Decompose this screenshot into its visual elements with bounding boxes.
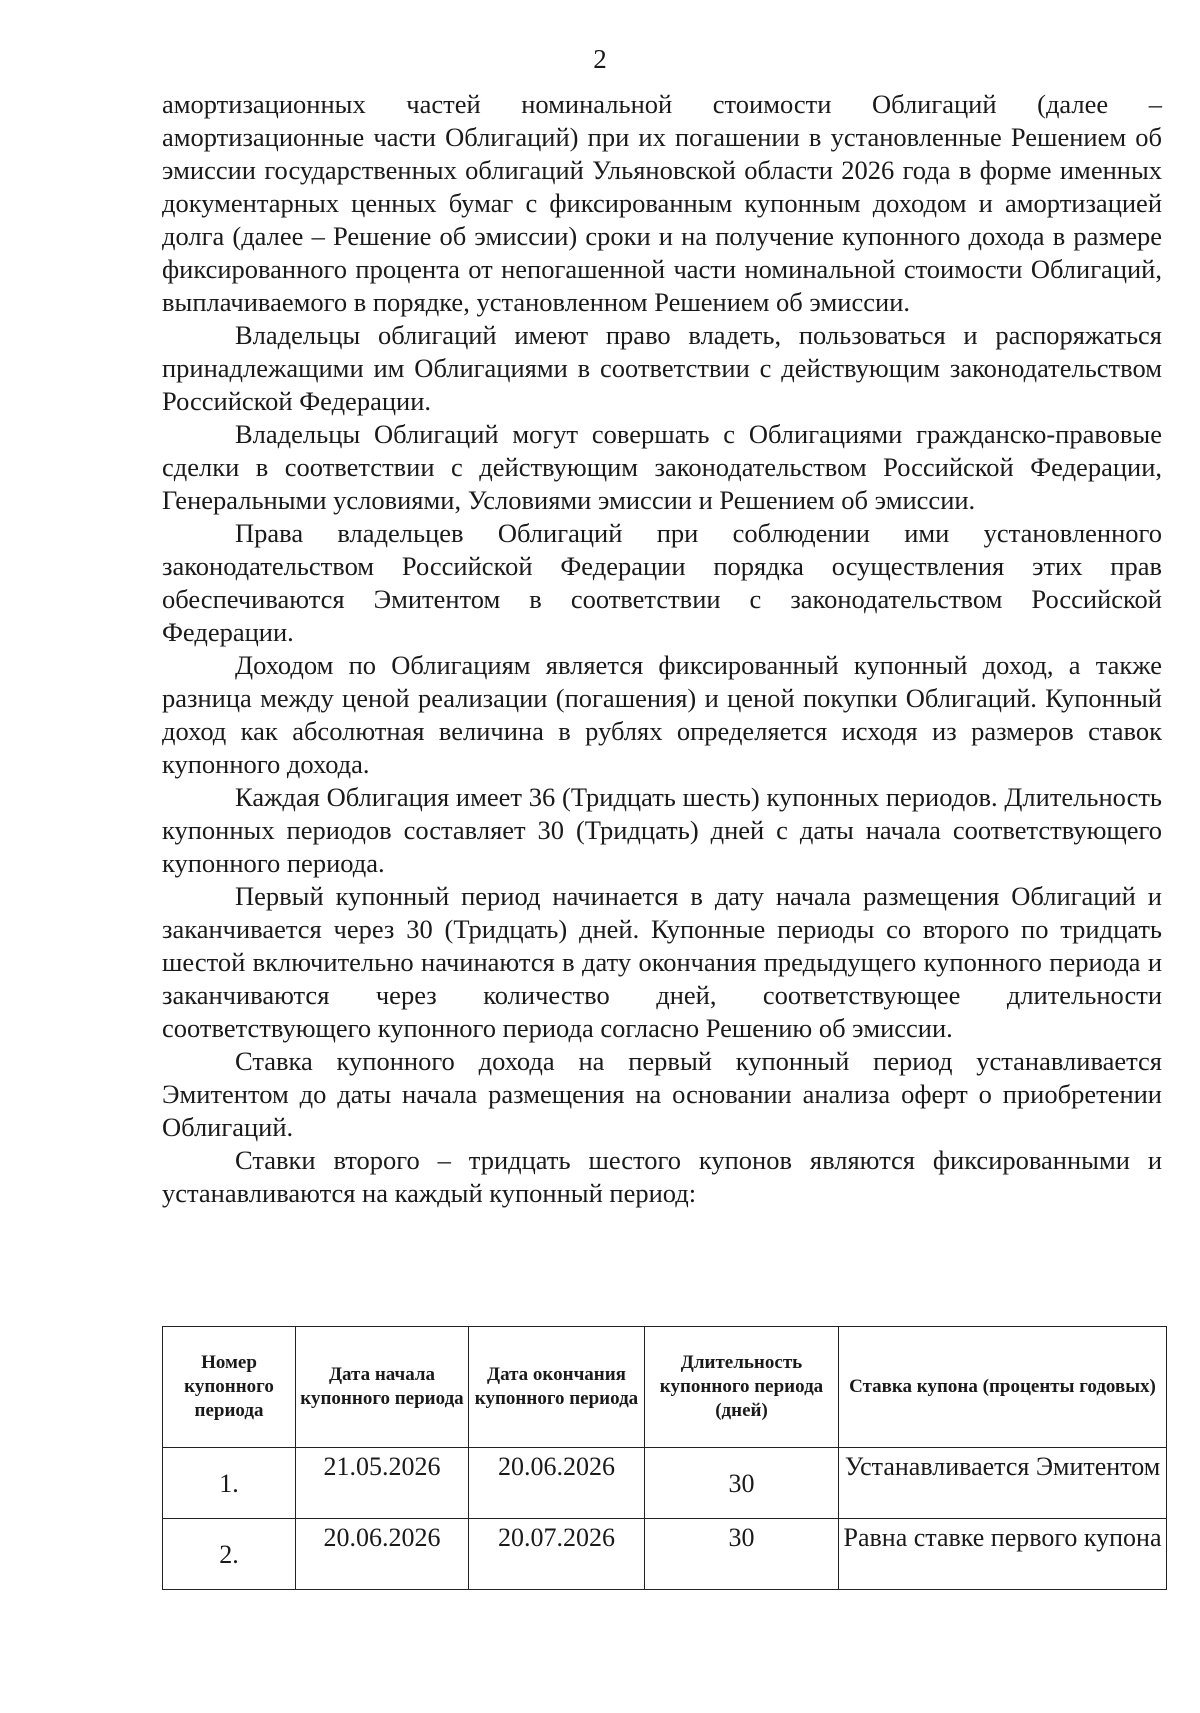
header-duration: Длительность купонного периода (дней) bbox=[645, 1327, 839, 1448]
paragraph-first-period: Первый купонный период начинается в дату начала размещения Облигаций и заканчивается через 30 (Тридцать) дней. Купонные периоды со второго по тридцать шестой включительно начинаются в дату окончания предыдущего купонного периода и заканчиваются через количество дней, соответствующее длительности соответствующего купонного периода согласно Решению об эмиссии. bbox=[162, 881, 1162, 1043]
cell-duration: 30 bbox=[645, 1448, 839, 1519]
paragraph-owner-rights: Владельцы облигаций имеют право владеть, пользоваться и распоряжаться принадлежащими им Облигациями в соответствии с действующим законодательством Российской Федерации. bbox=[162, 320, 1162, 416]
cell-end-date: 20.06.2026 bbox=[469, 1448, 645, 1519]
cell-period-number: 1. bbox=[163, 1448, 296, 1519]
header-start-date: Дата начала купонного периода bbox=[296, 1327, 469, 1448]
header-end-date: Дата окончания купонного периода bbox=[469, 1327, 645, 1448]
table-header-row bbox=[163, 1327, 1167, 1448]
header-coupon-rate: Ставка купона (проценты годовых) bbox=[839, 1327, 1167, 1448]
cell-period-number: 2. bbox=[163, 1519, 296, 1590]
paragraph-income: Доходом по Облигациям является фиксированный купонный доход, а также разница между ценой реализации (погашения) и ценой покупки Облигаций. Купонный доход как абсолютная величина в рублях определяется исходя из размеров ставок купонного дохода. bbox=[162, 650, 1162, 779]
page-number: 2 bbox=[593, 44, 607, 74]
paragraph-continuation: амортизационных частей номинальной стоимости Облигаций (далее – амортизационные части Облигаций) при их погашении в установленные Решением об эмиссии государственных облигаций Ульяновской области 2026 года в форме именных документарных ценных бумаг с фиксированным купонным доходом и амортизацией долга (далее – Решение об эмиссии) сроки и на получение купонного дохода в размере фиксированного процента от непогашенной части номинальной стоимости Облигаций, выплачиваемого в порядке, установленном Решением об эмиссии. bbox=[162, 89, 1162, 317]
header-period-number: Номер купонного периода bbox=[163, 1327, 296, 1448]
cell-duration: 30 bbox=[645, 1519, 839, 1590]
coupon-schedule-table bbox=[162, 1326, 1167, 1590]
cell-coupon-rate: Устанавливается Эмитентом bbox=[839, 1448, 1167, 1519]
table-row bbox=[163, 1519, 1167, 1590]
paragraph-coupon-periods: Каждая Облигация имеет 36 (Тридцать шесть) купонных периодов. Длительность купонных периодов составляет 30 (Тридцать) дней с даты начала соответствующего купонного периода. bbox=[162, 782, 1162, 878]
cell-start-date: 21.05.2026 bbox=[296, 1448, 469, 1519]
cell-coupon-rate: Равна ставке первого купона bbox=[839, 1519, 1167, 1590]
cell-end-date: 20.07.2026 bbox=[469, 1519, 645, 1590]
paragraph-first-rate: Ставка купонного дохода на первый купонный период устанавливается Эмитентом до даты начала размещения на основании анализа оферт о приобретении Облигаций. bbox=[162, 1046, 1162, 1142]
paragraph-fixed-rates: Ставки второго – тридцать шестого купонов являются фиксированными и устанавливаются на каждый купонный период: bbox=[162, 1145, 1162, 1208]
cell-start-date: 20.06.2026 bbox=[296, 1519, 469, 1590]
document-body bbox=[162, 88, 1162, 1210]
paragraph-transactions: Владельцы Облигаций могут совершать с Облигациями гражданско-правовые сделки в соответствии с действующим законодательством Российской Федерации, Генеральными условиями, Условиями эмиссии и Решением об эмиссии. bbox=[162, 419, 1162, 515]
paragraph-rights-protection: Права владельцев Облигаций при соблюдении ими установленного законодательством Российской Федерации порядка осуществления этих прав обеспечиваются Эмитентом в соответствии с законодательством Российской Федерации. bbox=[162, 518, 1162, 647]
table-row bbox=[163, 1448, 1167, 1519]
